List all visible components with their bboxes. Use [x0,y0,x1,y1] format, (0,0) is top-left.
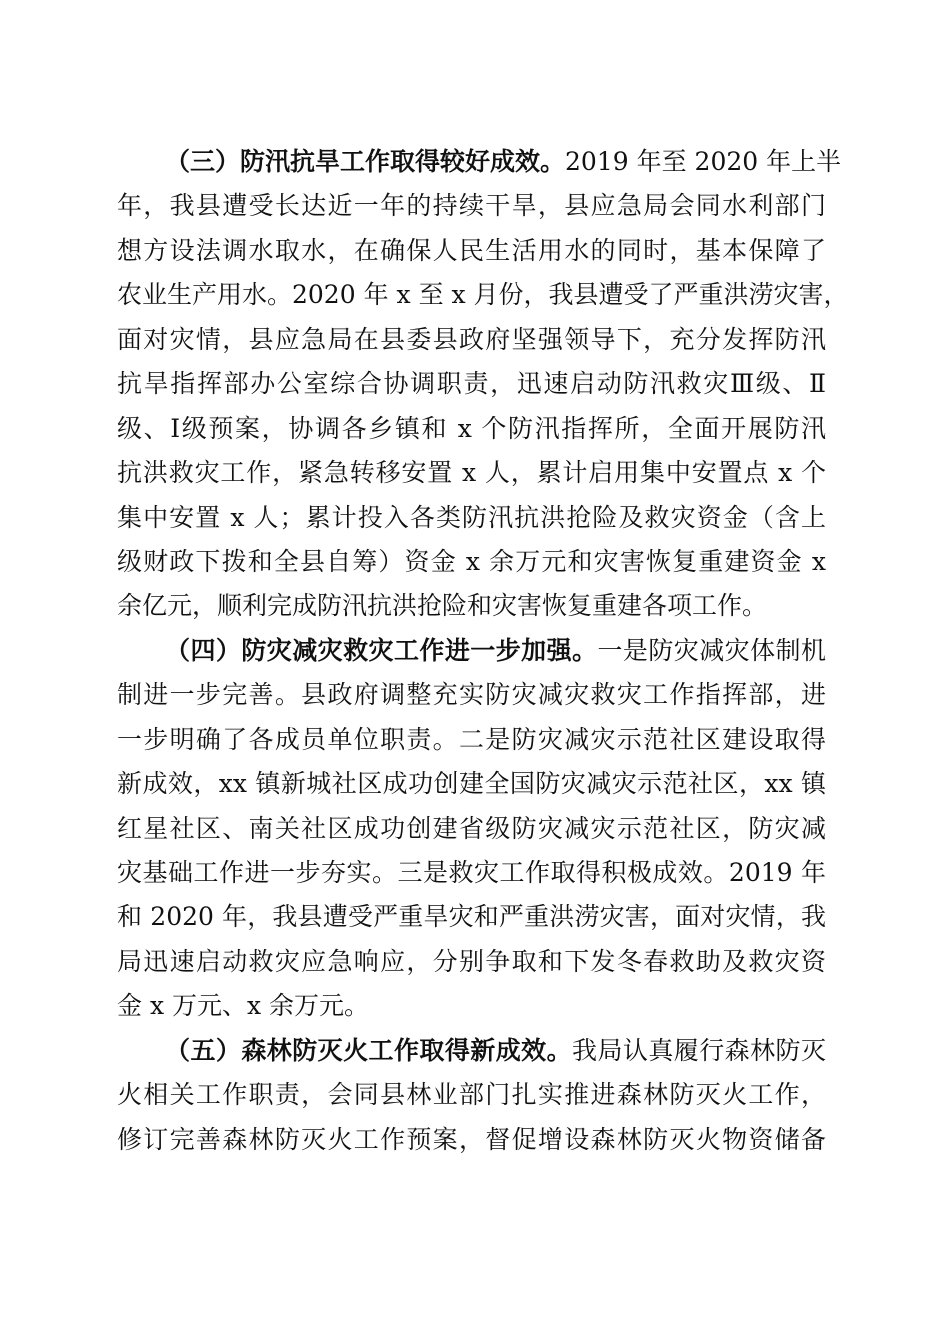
line-text: 2019 年至 2020 年上半 [565,147,842,176]
paragraph [117,629,826,1029]
line-text: 红星社区、南关社区成功创建省级防灾减灾示范社区，防灾减 [117,813,826,843]
paragraph [117,1029,826,1162]
text-line [117,629,826,673]
line-text: 想方设法调水取水，在确保人民生活用水的同时，基本保障了 [117,235,826,265]
text-line [117,229,826,273]
text-line [117,362,826,406]
text-line [117,540,826,584]
text-line [117,273,849,317]
line-text: 一步明确了各成员单位职责。二是防灾减灾示范社区建设取得 [117,724,826,754]
line-text: 和 2020 年，我县遭受严重旱灾和严重洪涝灾害，面对灾情，我 [117,902,826,932]
text-line [117,1118,826,1162]
text-line [117,496,826,540]
line-text: 修订完善森林防灭火工作预案，督促增设森林防灭火物资储备 [117,1124,826,1154]
line-text: 农业生产用水。2020 年 x 至 x 月份，我县遭受了严重洪涝灾害， [117,280,849,310]
text-line [117,895,826,939]
line-text: 我局认真履行森林防灭 [572,1035,826,1065]
text-line [117,407,826,451]
line-text: 火相关工作职责，会同县林业部门扎实推进森林防灭火工作， [117,1080,826,1110]
line-text: 抗洪救灾工作，紧急转移安置 x 人，累计启用集中安置点 x 个 [117,458,826,488]
line-text: 年，我县遭受长达近一年的持续干旱，县应急局会同水利部门 [117,191,826,221]
text-line [117,762,826,806]
text-line [117,984,826,1028]
text-line [117,318,826,362]
line-text: 一是防灾减灾体制机 [597,635,826,665]
text-line [117,1029,826,1073]
text-line [117,451,826,495]
section-heading: （四）防灾减灾救灾工作进一步加强。 [165,635,598,665]
line-text: 新成效，xx 镇新城社区成功创建全国防灾减灾示范社区，xx 镇 [117,769,826,799]
text-line [117,140,842,184]
line-text: 灾基础工作进一步夯实。三是救灾工作取得积极成效。2019 年 [117,858,826,887]
text-line [117,940,826,984]
section-heading: （三）防汛抗旱工作取得较好成效。 [165,147,566,176]
text-line [117,807,826,851]
line-text: 金 x 万元、x 余万元。 [117,991,370,1021]
paragraph [117,140,849,629]
line-text: 级、Ⅰ级预案，协调各乡镇和 x 个防汛指挥所，全面开展防汛 [117,413,826,443]
document-page [117,140,849,1162]
text-line [117,851,826,895]
section-heading: （五）森林防灭火工作取得新成效。 [165,1035,573,1065]
text-line [117,673,826,717]
line-text: 级财政下拨和全县自筹）资金 x 余万元和灾害恢复重建资金 x [117,546,826,576]
text-line [117,718,826,762]
line-text: 集中安置 x 人；累计投入各类防汛抗洪抢险及救灾资金（含上 [117,502,826,532]
line-text: 余亿元，顺利完成防汛抗洪抢险和灾害恢复重建各项工作。 [117,591,768,621]
line-text: 制进一步完善。县政府调整充实防灾减灾救灾工作指挥部，进 [117,680,826,710]
text-line [117,184,826,228]
line-text: 局迅速启动救灾应急响应，分别争取和下发冬春救助及救灾资 [117,946,826,976]
line-text: 面对灾情，县应急局在县委县政府坚强领导下，充分发挥防汛 [117,324,826,354]
line-text: 抗旱指挥部办公室综合协调职责，迅速启动防汛救灾Ⅲ级、Ⅱ [117,369,826,399]
text-line [117,1073,826,1117]
text-line [117,584,826,628]
